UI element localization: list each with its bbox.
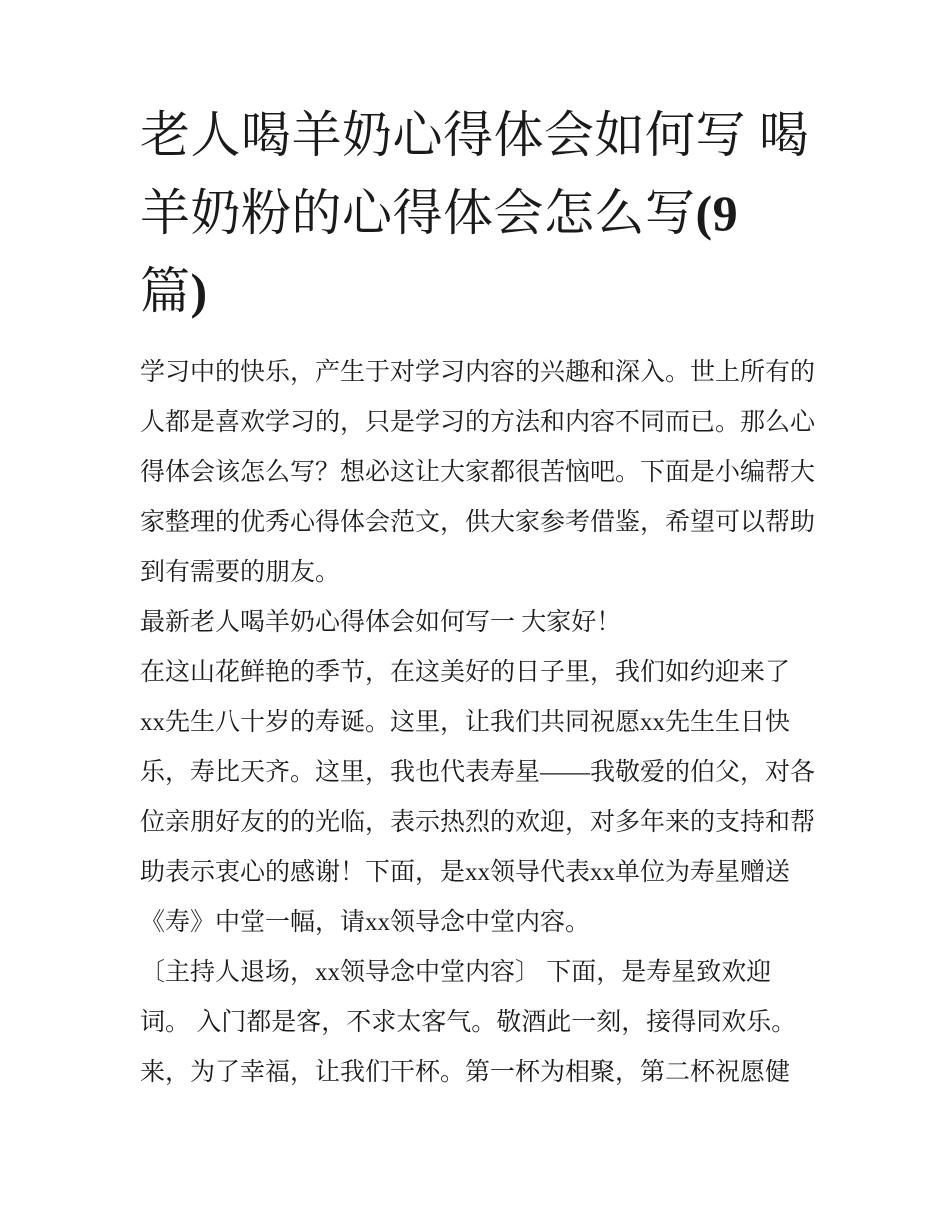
body-line: 人都是喜欢学习的，只是学习的方法和内容不同而已。那么心 [140,409,816,436]
body-line: 得体会该怎么写？想必这让大家都很苦恼吧。下面是小编帮大 [140,459,816,486]
body-line: 助表示衷心的感谢！下面，是xx领导代表xx单位为寿星赠送 [140,859,791,886]
document-title [140,96,840,330]
body-line: 〔主持人退场，xx领导念中堂内容〕 下面，是寿星致欢迎 [140,959,772,986]
body-line: 学习中的快乐，产生于对学习内容的兴趣和深入。世上所有的 [140,359,816,386]
title-segment: 老人喝羊奶心得体会如何写 喝 [140,107,810,163]
body-line: 乐，寿比天齐。这里，我也代表寿星——我敬爱的伯父，对各 [140,759,816,786]
title-segment: 篇 [140,263,191,319]
body-line: 最新老人喝羊奶心得体会如何写一 大家好！ [140,609,622,636]
title-line [140,252,840,330]
body-line: 家整理的优秀心得体会范文，供大家参考借鉴，希望可以帮助 [140,509,816,536]
title-line [140,174,840,252]
body-line: 《寿》中堂一幅，请xx领导念中堂内容。 [140,909,591,936]
body-line: 在这山花鲜艳的季节，在这美好的日子里，我们如约迎来了 [140,659,791,686]
title-line [140,96,840,174]
title-segment: (9 [695,185,739,241]
title-segment: ) [190,263,208,319]
document-body [140,348,840,1098]
body-line: 到有需要的朋友。 [140,559,341,586]
body-line: 位亲朋好友的的光临，表示热烈的欢迎，对多年来的支持和帮 [140,809,816,836]
body-line: xx先生八十岁的寿诞。这里，让我们共同祝愿xx先生生日快 [140,709,791,736]
body-line: 来，为了幸福，让我们干杯。第一杯为相聚，第二杯祝愿健 [140,1059,791,1086]
body-line: 词。 入门都是客，不求太客气。敬酒此一刻，接得同欢乐。 [140,1009,797,1036]
title-segment: 羊奶粉的心得体会怎么写 [140,185,696,241]
